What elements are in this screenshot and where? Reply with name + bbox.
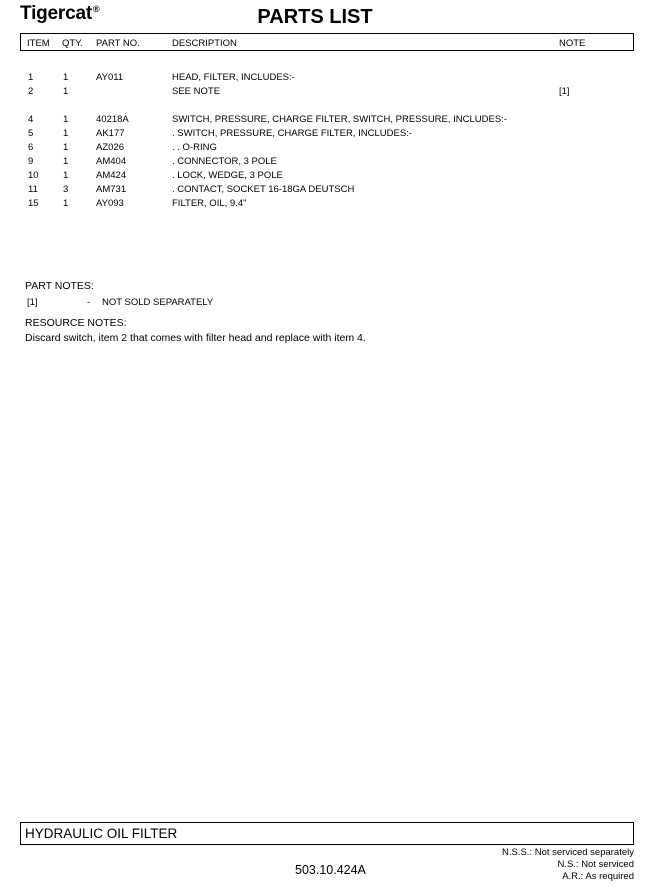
cell-item: 4 [28,114,34,125]
cell-description: . LOCK, WEDGE, 3 POLE [172,170,283,181]
cell-part-no: AK177 [96,128,125,139]
table-row [0,114,646,127]
cell-item: 9 [28,156,34,167]
registered-mark: ® [92,4,100,14]
cell-item: 11 [28,184,38,195]
cell-qty: 1 [63,86,69,97]
table-row [0,198,646,211]
part-note-text: NOT SOLD SEPARATELY [102,297,214,308]
header-part-no: PART NO. [96,38,140,49]
legend-ns: N.S.: Not serviced [557,859,634,870]
cell-description: . CONNECTOR, 3 POLE [172,156,277,167]
cell-item: 15 [28,198,39,209]
cell-description: HEAD, FILTER, INCLUDES:- [172,72,295,83]
header-note: NOTE [559,38,586,49]
cell-note: [1] [559,86,570,97]
cell-item: 2 [28,86,34,97]
header-item: ITEM [27,38,50,49]
legend-ar: A.R.: As required [562,871,634,882]
header-description: DESCRIPTION [172,38,237,49]
cell-qty: 1 [63,156,69,167]
table-row [0,156,646,169]
cell-item: 10 [28,170,39,181]
cell-part-no: AM731 [96,184,127,195]
cell-item: 5 [28,128,34,139]
cell-description: SWITCH, PRESSURE, CHARGE FILTER, SWITCH, PRESSURE, INCLUDES:- [172,114,508,125]
cell-description: FILTER, OIL, 9.4" [172,198,247,209]
table-row [0,128,646,141]
cell-part-no: AM404 [96,156,127,167]
document-number: 503.10.424A [295,863,366,877]
cell-part-no: 40218A [96,114,129,125]
cell-part-no: AY093 [96,198,124,209]
part-note-ref: [1] [27,297,38,308]
legend-nss: N.S.S.: Not serviced separately [502,847,634,858]
section-title: HYDRAULIC OIL FILTER [25,826,178,841]
cell-part-no: AZ026 [96,142,124,153]
cell-description: . . O-RING [172,142,217,153]
part-note-dash: - [87,297,91,308]
part-notes-label: PART NOTES: [25,280,94,292]
cell-qty: 1 [63,142,69,153]
table-row [0,142,646,155]
cell-item: 6 [28,142,34,153]
cell-item: 1 [28,72,34,83]
table-row [0,72,646,85]
table-row [0,170,646,183]
cell-description: SEE NOTE [172,86,221,97]
cell-qty: 1 [63,128,69,139]
cell-part-no: AY011 [96,72,124,83]
cell-description: . CONTACT, SOCKET 16-18GA DEUTSCH [172,184,355,195]
cell-qty: 1 [63,72,69,83]
page-title: PARTS LIST [257,6,373,28]
resource-notes-label: RESOURCE NOTES: [25,317,127,329]
cell-qty: 1 [63,198,69,209]
table-row [0,86,646,99]
cell-part-no: AM424 [96,170,127,181]
table-row [0,184,646,197]
header-qty: QTY. [62,38,83,49]
cell-qty: 1 [63,170,69,181]
cell-qty: 1 [63,114,69,125]
logo-text: Tigercat [20,3,92,24]
cell-qty: 3 [63,184,69,195]
cell-description: . SWITCH, PRESSURE, CHARGE FILTER, INCLUDES:- [172,128,412,139]
resource-notes-text: Discard switch, item 2 that comes with filter head and replace with item 4. [25,332,366,344]
